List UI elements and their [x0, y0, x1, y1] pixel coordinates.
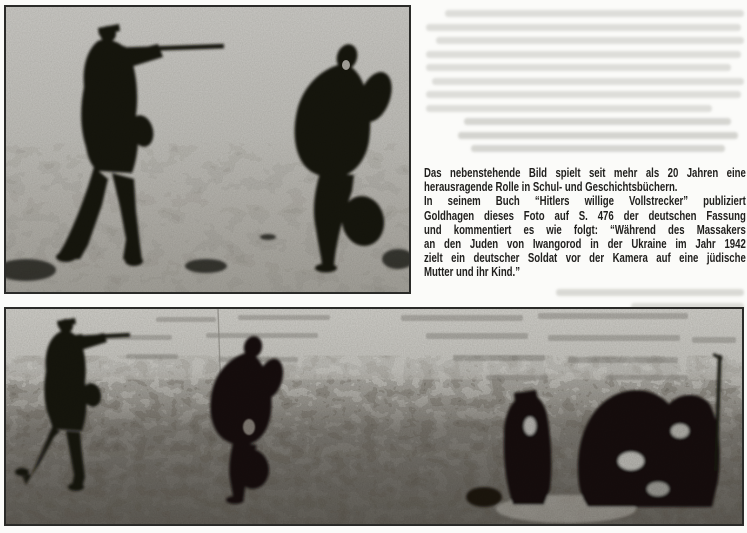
caption-text	[424, 166, 746, 280]
caption-line: In seinem Buch “Hitlers willige Vollstrecker” publiziert	[424, 193, 746, 209]
bleedthrough-line	[426, 64, 731, 71]
photo-grain-overlay	[6, 7, 409, 292]
photo-bottom-uncropped	[4, 307, 744, 526]
bleedthrough-line	[426, 24, 741, 31]
bleedthrough-line	[445, 10, 744, 17]
caption-line: Mutter und ihr Kind.”	[424, 264, 521, 280]
caption-line: an den Juden von Iwangorod in der Ukraine im Jahr 1942	[424, 236, 746, 252]
bleedthrough-line	[426, 51, 741, 58]
bleedthrough-text-area	[426, 10, 744, 159]
bleedthrough-line	[432, 78, 744, 85]
bleedthrough-line	[556, 289, 744, 296]
bleedthrough-line	[458, 132, 738, 139]
caption-line: herausragende Rolle in Schul- und Geschichtsbüchern.	[424, 179, 678, 195]
caption-line: Das nebenstehende Bild spielt seit mehr als 20 Jahren eine	[424, 165, 746, 180]
bleedthrough-line	[426, 105, 712, 112]
photo-top-cropped	[4, 5, 411, 294]
photo-grain-overlay	[6, 309, 742, 524]
bleedthrough-line	[464, 118, 731, 125]
caption-line: und kommentiert es wie folgt: “Während des Massakers	[424, 221, 746, 237]
bleedthrough-line	[436, 37, 744, 44]
photo-top-image	[6, 7, 409, 292]
caption-block	[424, 166, 746, 290]
caption-line: zielt ein deutscher Soldat vor der Kamera auf eine jüdische	[424, 250, 746, 266]
bleedthrough-line	[426, 91, 741, 98]
photo-bottom-image	[6, 309, 742, 524]
caption-line: Goldhagen dieses Foto auf S. 476 der deutschen Fassung	[424, 207, 746, 223]
bleedthrough-line	[471, 145, 725, 152]
